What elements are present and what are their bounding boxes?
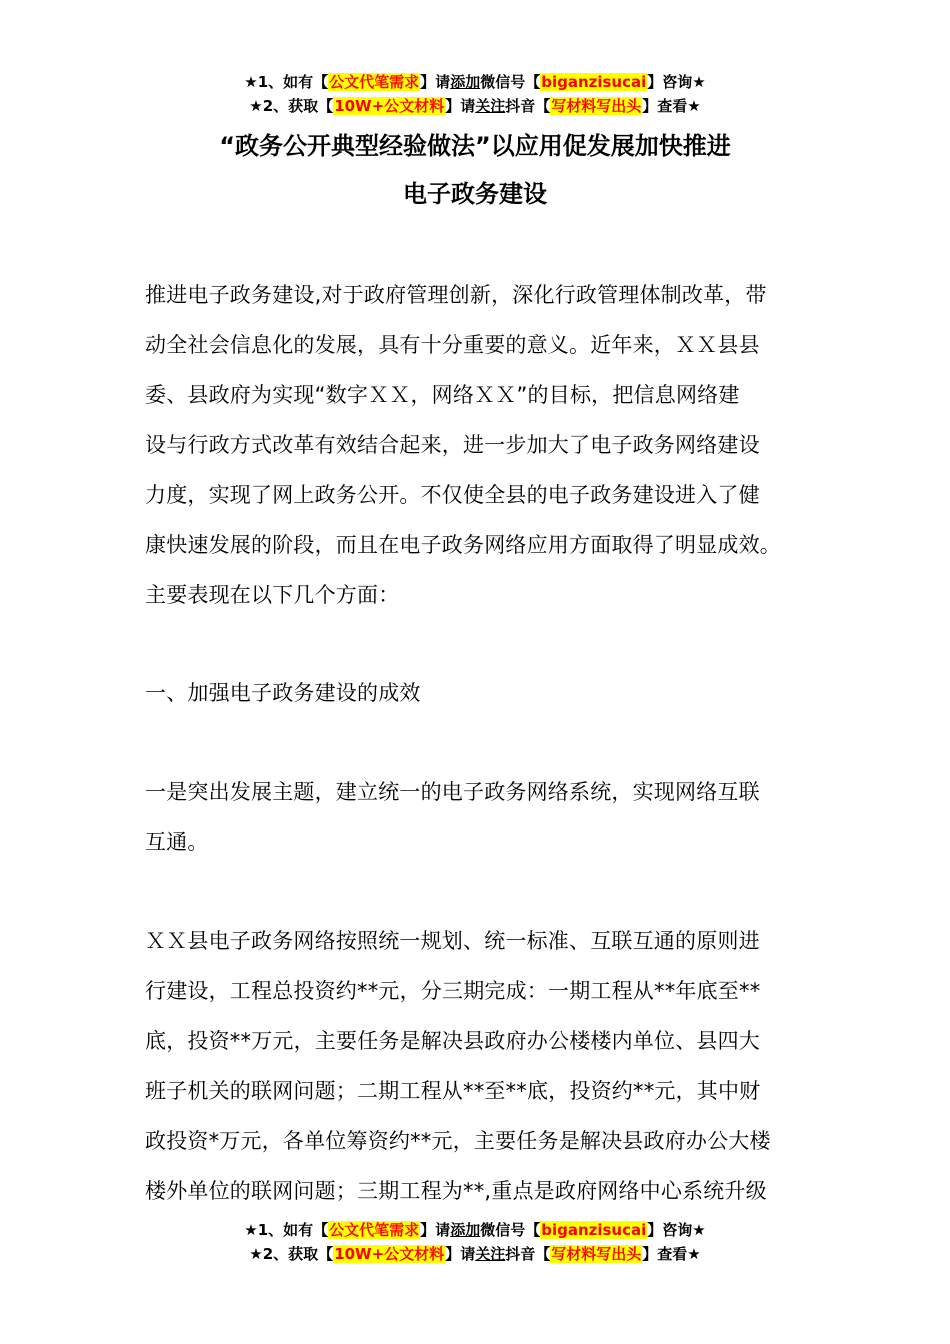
- banner-line-1: [0, 70, 950, 94]
- intro-paragraph: [145, 270, 825, 620]
- banner-line-1: [0, 1218, 950, 1242]
- banner-text: 微信号【: [480, 1221, 541, 1239]
- text-line: 一是突出发展主题，建立统一的电子政务网络系统，实现网络互联: [145, 780, 760, 804]
- text-line: 互通。: [145, 830, 209, 854]
- heading-text: 一、加强电子政务建设的成效: [145, 681, 421, 705]
- banner-text: ★2、获取【: [249, 97, 334, 115]
- banner-highlight: 10W+公文材料: [334, 1245, 445, 1263]
- banner-underlined: 添加: [450, 1221, 481, 1239]
- text-line: 主要表现在以下几个方面：: [145, 583, 400, 607]
- banner-text: 】请: [420, 1221, 451, 1239]
- text-line: 政投资*万元，各单位筹资约**元，主要任务是解决县政府办公大楼: [145, 1129, 771, 1153]
- banner-underlined: 关注: [475, 97, 506, 115]
- banner-highlight: 10W+公文材料: [334, 97, 445, 115]
- text-line: 班子机关的联网问题；二期工程从**至**底，投资约**元，其中财: [145, 1079, 761, 1103]
- text-line: 力度，实现了网上政务公开。不仅使全县的电子政务建设进入了健: [145, 483, 760, 507]
- body-paragraph: [145, 916, 825, 1216]
- top-banner: [0, 70, 950, 118]
- banner-text: 】咨询★: [647, 73, 706, 91]
- banner-underlined: 关注: [475, 1245, 506, 1263]
- text-line: 行建设，工程总投资约**元，分三期完成：一期工程从**年底至**: [145, 979, 761, 1003]
- banner-highlight: biganzisucai: [541, 73, 647, 91]
- banner-text: 微信号【: [480, 73, 541, 91]
- text-line: 康快速发展的阶段，而且在电子政务网络应用方面取得了明显成效。: [145, 533, 781, 557]
- banner-highlight: biganzisucai: [541, 1221, 647, 1239]
- banner-text: ★1、如有【: [244, 1221, 329, 1239]
- banner-text: 抖音【: [505, 97, 551, 115]
- bottom-banner: [0, 1218, 950, 1266]
- text-line: 楼外单位的联网问题；三期工程为**,重点是政府网络中心系统升级: [145, 1179, 767, 1203]
- banner-line-2: [0, 94, 950, 118]
- banner-line-2: [0, 1242, 950, 1266]
- text-line: 推进电子政务建设,对于政府管理创新，深化行政管理体制改革，带: [145, 283, 767, 307]
- banner-highlight: 写材料写出头: [551, 97, 642, 115]
- section-heading: [145, 668, 825, 718]
- banner-text: 】请: [445, 1245, 476, 1263]
- banner-highlight: 公文代笔需求: [329, 1221, 420, 1239]
- banner-text: 】查看★: [642, 97, 701, 115]
- document-title-line-2: 电子政务建设: [403, 180, 547, 208]
- banner-text: 】查看★: [642, 1245, 701, 1263]
- text-line: ＸＸ县电子政务网络按照统一规划、统一标准、互联互通的原则进: [145, 929, 760, 953]
- banner-text: 】请: [445, 97, 476, 115]
- banner-highlight: 写材料写出头: [551, 1245, 642, 1263]
- banner-text: 】请: [420, 73, 451, 91]
- banner-text: ★1、如有【: [244, 73, 329, 91]
- banner-underlined: 添加: [450, 73, 481, 91]
- point-paragraph: [145, 767, 825, 867]
- banner-text: 抖音【: [505, 1245, 551, 1263]
- text-line: 动全社会信息化的发展，具有十分重要的意义。近年来，ＸＸ县县: [145, 333, 760, 357]
- banner-text: 】咨询★: [647, 1221, 706, 1239]
- text-line: 底，投资**万元，主要任务是解决县政府办公楼楼内单位、县四大: [145, 1029, 760, 1053]
- text-line: 设与行政方式改革有效结合起来，进一步加大了电子政务网络建设: [145, 433, 760, 457]
- text-line: 委、县政府为实现“数字ＸＸ，网络ＸＸ”的目标，把信息网络建: [145, 383, 740, 407]
- banner-text: ★2、获取【: [249, 1245, 334, 1263]
- banner-highlight: 公文代笔需求: [329, 73, 420, 91]
- document-title-line-1: “政务公开典型经验做法”以应用促发展加快推进: [219, 132, 731, 160]
